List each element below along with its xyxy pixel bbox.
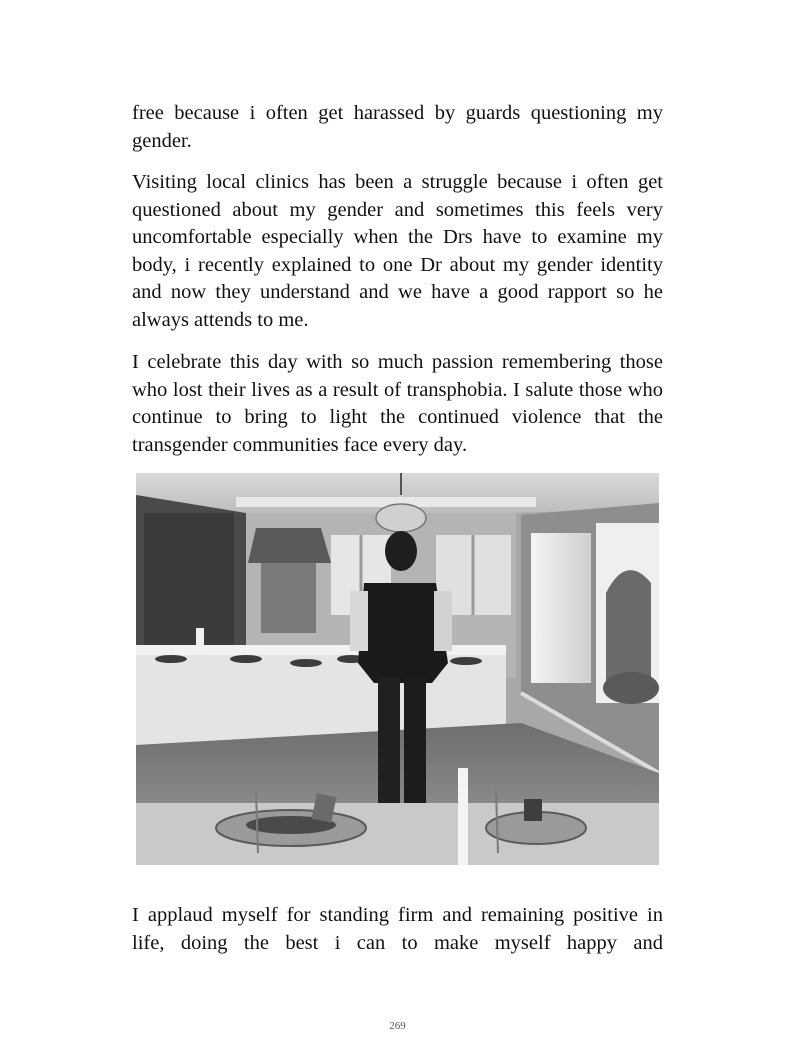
paragraph-3: I celebrate this day with so much passion remembering those who lost their lives as a result of transphobia. I salute those who continue to bring to light the continued violence that the transgender communities face every day. [132,351,663,456]
page-number: 269 [389,1020,406,1032]
photo-person-in-dining-room [136,473,659,865]
paragraph-1: free because i often get harassed by guards questioning my gender. [132,102,663,152]
paragraph-4: I applaud myself for standing firm and remaining positive in life, doing the best i can to make myself happy and [132,904,663,954]
paragraph-2: Visiting local clinics has been a struggle because i often get questioned about my gender and sometimes this feels very uncomfortable especially when the Drs have to examine my body, i recently explained to one Dr about my gender identity and now they understand and we have a good rapport so he always attends to me. [132,171,663,331]
